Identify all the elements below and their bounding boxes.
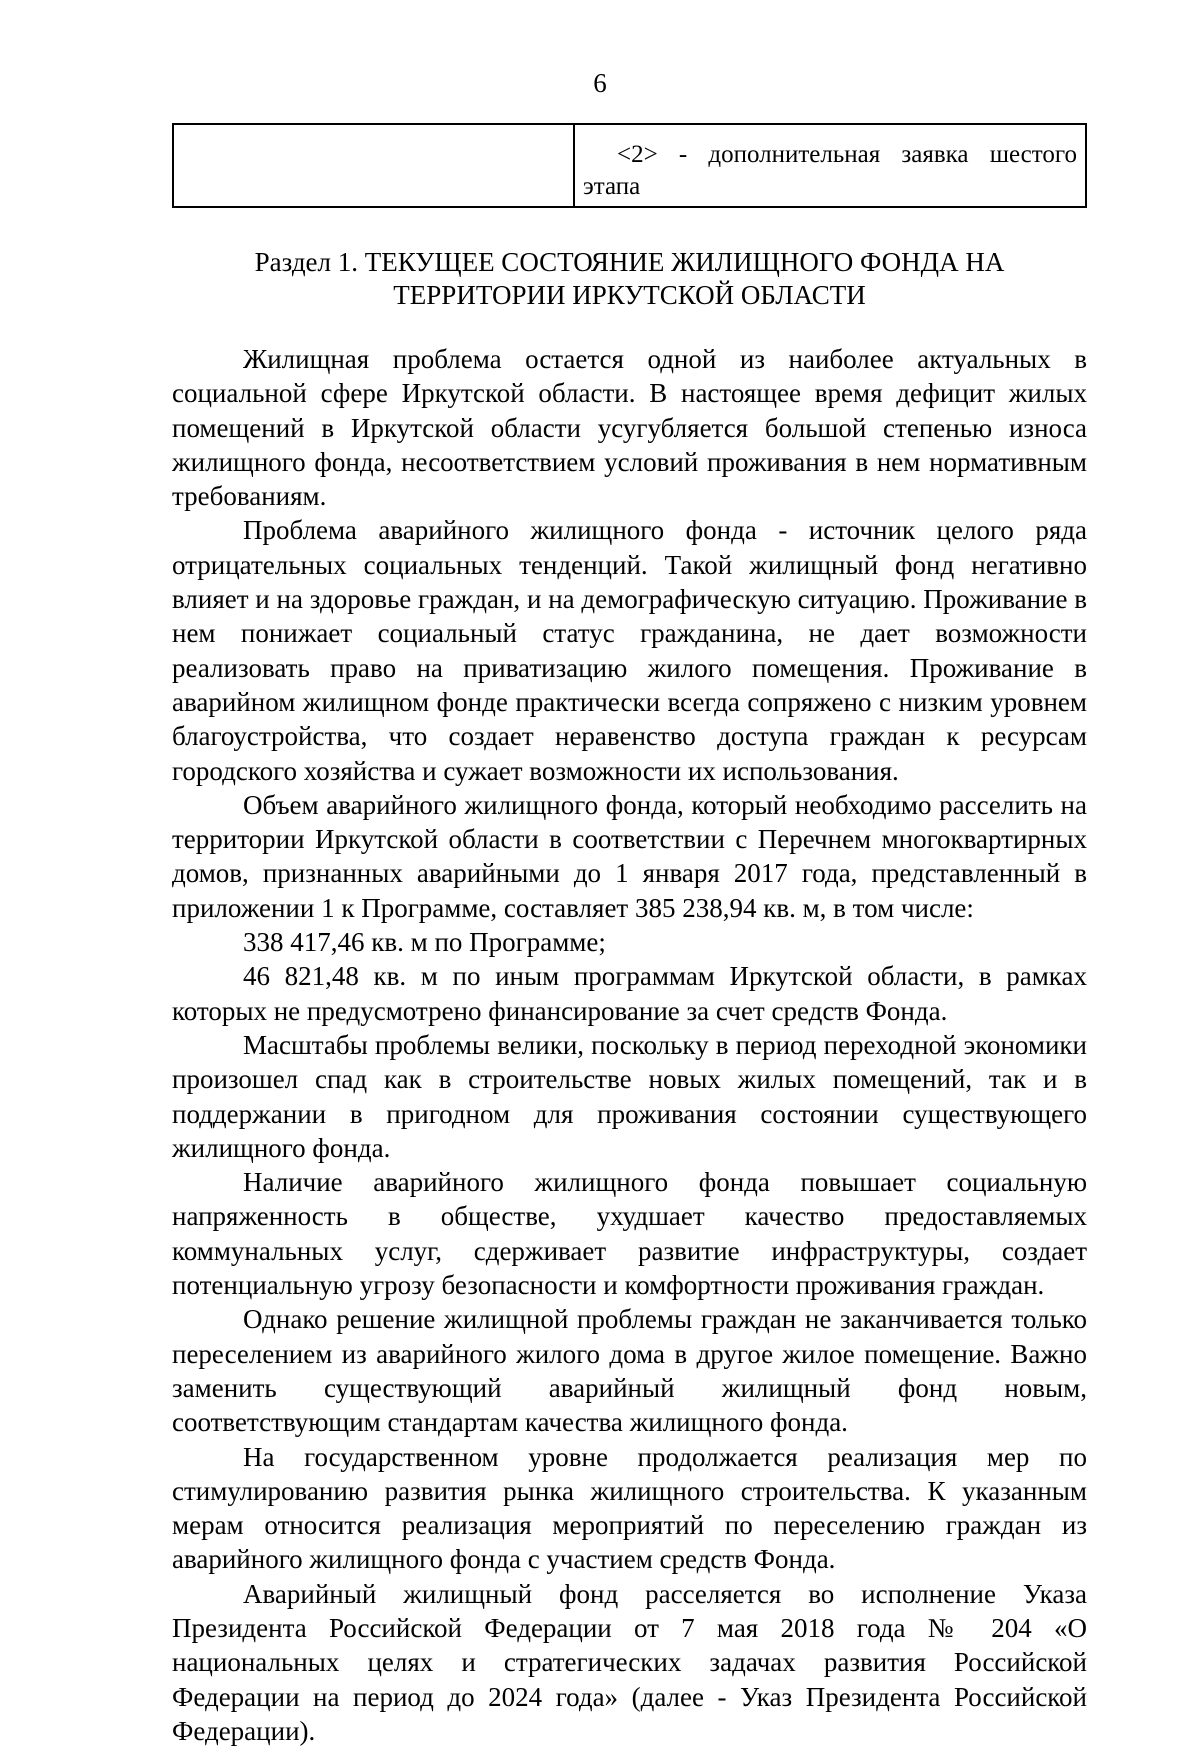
section-title — [172, 246, 1087, 312]
paragraph: Проблема аварийного жилищного фонда - источник целого ряда отрицательных социальных тенденций. Такой жилищный фонд негативно влияет и на здоровье граждан, и на демографическую ситуацию. Проживание в нем понижает социальный статус гражданина, не дает возможности реализовать право на приватизацию жилого помещения. Проживание в аварийном жилищном фонде практически всегда сопряжено с низким уровнем благоустройства, что создает неравенство доступа граждан к ресурсам городского хозяйства и сужает возможности их использования. — [172, 515, 1087, 786]
paragraph: Масштабы проблемы велики, поскольку в период переходной экономики произошел спад как в строительстве новых жилых помещений, так и в поддержании в пригодном для проживания состоянии существующего жилищного фонда. — [172, 1029, 1087, 1163]
table-cell-right — [575, 125, 1085, 206]
page-number: 6 — [593, 68, 607, 98]
paragraph: Однако решение жилищной проблемы граждан не заканчивается только переселением из аварийного жилого дома в другое жилое помещение. Важно заменить существующий аварийный жилищный фонд новым, соответствующим стандартам качества жилищного фонда. — [172, 1304, 1087, 1438]
paragraph: 338 417,46 кв. м по Программе; — [243, 927, 606, 958]
section-title-line2: ТЕРРИТОРИИ ИРКУТСКОЙ ОБЛАСТИ — [393, 280, 866, 310]
paragraph: Наличие аварийного жилищного фонда повышает социальную напряженность в обществе, ухудшает качество предоставляемых коммунальных услуг, сдерживает развитие инфраструктуры, создает потенциальную угрозу безопасности и комфортности проживания граждан. — [172, 1167, 1087, 1301]
table-note-line2: этапа — [583, 173, 641, 200]
paragraph: Объем аварийного жилищного фонда, который необходимо расселить на территории Иркутской области в соответствии с Перечнем многоквартирных домов, признанных аварийными до 1 января 2017 года, представленный в приложении 1 к Программе, составляет 385 238,94 кв. м, в том числе: — [172, 789, 1087, 923]
section-title-line1: Раздел 1. ТЕКУЩЕЕ СОСТОЯНИЕ ЖИЛИЩНОГО ФОНДА НА — [254, 247, 1005, 277]
paragraph: Жилищная проблема остается одной из наиболее актуальных в социальной сфере Иркутской области. В настоящее время дефицит жилых помещений в Иркутской области усугубляется большой степенью износа жилищного фонда, несоответствием условий проживания в нем нормативным требованиям. — [172, 344, 1087, 512]
paragraph: На государственном уровне продолжается реализация мер по стимулированию развития рынка жилищного строительства. К указанным мерам относится реализация мероприятий по переселению граждан из аварийного жилищного фонда с участием средств Фонда. — [172, 1441, 1087, 1575]
section-body — [172, 342, 1087, 1748]
table-note-line1: <2> - дополнительная заявка шестого — [617, 141, 1077, 168]
paragraph: 46 821,48 кв. м по иным программам Иркутской области, в рамках которых не предусмотрено финансирование за счет средств Фонда. — [172, 961, 1087, 1026]
header-table — [172, 123, 1087, 208]
paragraph: Аварийный жилищный фонд расселяется во исполнение Указа Президента Российской Федерации от 7 мая 2018 года № 204 «О национальных целях и стратегических задачах развития Российской Федерации на период до 2024 года» (далее - Указ Президента Российской Федерации). — [172, 1578, 1087, 1746]
table-cell-left — [174, 125, 575, 206]
